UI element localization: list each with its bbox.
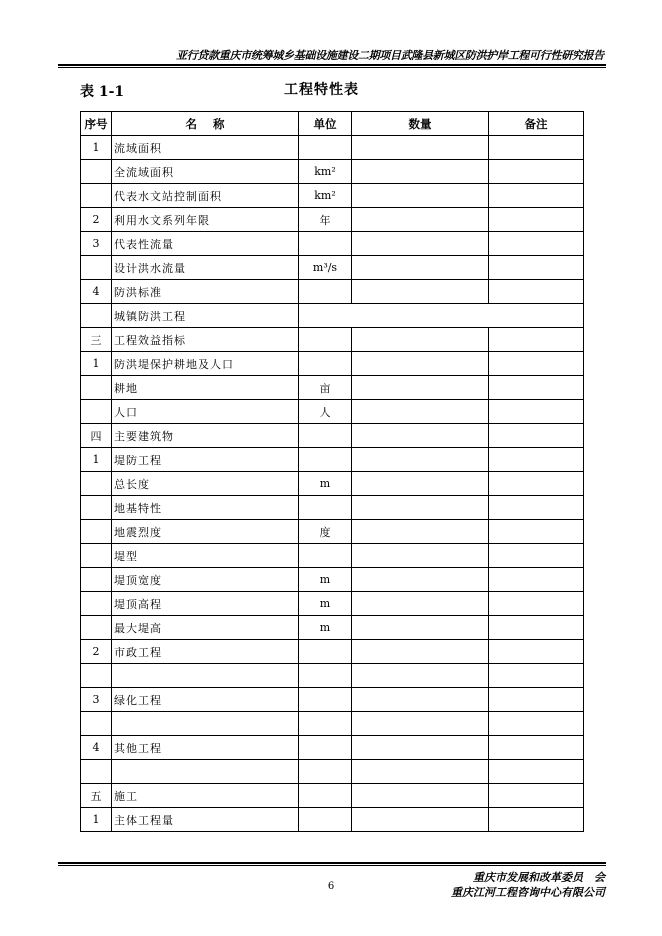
row-remark-cell (489, 448, 584, 472)
row-unit-cell: 度 (299, 520, 352, 544)
report-header-title: 亚行贷款重庆市统筹城乡基础设施建设二期项目武隆县新城区防洪护岸工程可行性研究报告 (176, 49, 604, 62)
row-unit-cell: m³/s (299, 256, 352, 280)
row-quantity-cell (352, 520, 489, 544)
row-name-cell: 市政工程 (112, 640, 299, 664)
column-header-remark: 备注 (489, 112, 584, 136)
row-name-cell: 堤型 (112, 544, 299, 568)
row-name-cell: 堤顶高程 (112, 592, 299, 616)
row-seq-cell: 2 (81, 640, 112, 664)
row-name-cell: 代表性流量 (112, 232, 299, 256)
row-quantity-cell (352, 616, 489, 640)
row-remark-cell (489, 208, 584, 232)
table-row (81, 496, 584, 520)
row-unit-cell (299, 760, 352, 784)
row-remark-cell (489, 136, 584, 160)
row-seq-cell (81, 160, 112, 184)
row-unit-cell (299, 352, 352, 376)
table-row (81, 520, 584, 544)
row-name-cell: 堤顶宽度 (112, 568, 299, 592)
row-seq-cell (81, 304, 112, 328)
row-name-cell: 设计洪水流量 (112, 256, 299, 280)
row-unit-cell (299, 136, 352, 160)
column-header-quantity: 数量 (352, 112, 489, 136)
row-seq-cell (81, 184, 112, 208)
row-remark-cell (489, 544, 584, 568)
row-quantity-cell (352, 184, 489, 208)
row-name-cell: 主体工程量 (112, 808, 299, 832)
row-unit-cell (299, 688, 352, 712)
row-quantity-cell (352, 256, 489, 280)
row-quantity-cell (352, 568, 489, 592)
row-unit-cell: m (299, 616, 352, 640)
row-seq-cell (81, 472, 112, 496)
row-seq-cell (81, 400, 112, 424)
row-seq-cell (81, 544, 112, 568)
table-row (81, 784, 584, 808)
column-header-name: 名 称 (112, 112, 299, 136)
row-name-cell: 施工 (112, 784, 299, 808)
row-quantity-cell (352, 544, 489, 568)
row-seq-cell (81, 568, 112, 592)
row-merged-cell (299, 304, 584, 328)
row-seq-cell (81, 376, 112, 400)
row-name-cell: 全流域面积 (112, 160, 299, 184)
row-unit-cell (299, 640, 352, 664)
row-name-cell: 城镇防洪工程 (112, 304, 299, 328)
row-name-cell: 耕地 (112, 376, 299, 400)
row-name-cell: 代表水文站控制面积 (112, 184, 299, 208)
row-unit-cell (299, 448, 352, 472)
row-name-cell: 工程效益指标 (112, 328, 299, 352)
row-unit-cell (299, 280, 352, 304)
row-seq-cell (81, 616, 112, 640)
row-remark-cell (489, 616, 584, 640)
table-row (81, 136, 584, 160)
row-unit-cell (299, 328, 352, 352)
row-seq-cell (81, 712, 112, 736)
row-quantity-cell (352, 136, 489, 160)
row-seq-cell: 2 (81, 208, 112, 232)
row-quantity-cell (352, 784, 489, 808)
row-name-cell: 地震烈度 (112, 520, 299, 544)
row-name-cell: 主要建筑物 (112, 424, 299, 448)
engineering-spec-table (80, 111, 584, 832)
table-row (81, 544, 584, 568)
row-remark-cell (489, 160, 584, 184)
row-unit-cell (299, 784, 352, 808)
row-remark-cell (489, 760, 584, 784)
row-unit-cell (299, 232, 352, 256)
table-row (81, 760, 584, 784)
row-seq-cell: 1 (81, 352, 112, 376)
row-quantity-cell (352, 208, 489, 232)
row-remark-cell (489, 640, 584, 664)
row-quantity-cell (352, 448, 489, 472)
row-quantity-cell (352, 640, 489, 664)
footer-rule-thin (58, 865, 606, 866)
row-name-cell: 人口 (112, 400, 299, 424)
row-name-cell: 地基特性 (112, 496, 299, 520)
row-remark-cell (489, 712, 584, 736)
row-remark-cell (489, 568, 584, 592)
table-title: 工程特性表 (284, 82, 359, 98)
row-name-cell (112, 760, 299, 784)
table-row (81, 400, 584, 424)
row-remark-cell (489, 520, 584, 544)
row-unit-cell (299, 808, 352, 832)
row-quantity-cell (352, 352, 489, 376)
row-quantity-cell (352, 496, 489, 520)
row-name-cell: 流域面积 (112, 136, 299, 160)
row-seq-cell: 三 (81, 328, 112, 352)
row-seq-cell (81, 664, 112, 688)
row-name-cell: 绿化工程 (112, 688, 299, 712)
row-remark-cell (489, 280, 584, 304)
row-remark-cell (489, 256, 584, 280)
row-quantity-cell (352, 424, 489, 448)
row-unit-cell (299, 496, 352, 520)
row-seq-cell: 1 (81, 448, 112, 472)
row-quantity-cell (352, 280, 489, 304)
table-row (81, 472, 584, 496)
row-quantity-cell (352, 472, 489, 496)
row-seq-cell: 4 (81, 736, 112, 760)
row-unit-cell: m (299, 592, 352, 616)
row-unit-cell: m (299, 472, 352, 496)
table-row (81, 208, 584, 232)
header-rule-thick (58, 64, 606, 66)
table-header-row (81, 112, 584, 136)
row-seq-cell (81, 760, 112, 784)
row-name-cell: 防洪堤保护耕地及人口 (112, 352, 299, 376)
row-remark-cell (489, 472, 584, 496)
row-quantity-cell (352, 664, 489, 688)
row-seq-cell: 3 (81, 232, 112, 256)
row-unit-cell (299, 664, 352, 688)
row-remark-cell (489, 352, 584, 376)
table-number: 表 1-1 (80, 84, 125, 100)
table-row (81, 808, 584, 832)
row-quantity-cell (352, 688, 489, 712)
row-remark-cell (489, 664, 584, 688)
row-name-cell (112, 712, 299, 736)
row-name-cell: 堤防工程 (112, 448, 299, 472)
row-remark-cell (489, 232, 584, 256)
row-quantity-cell (352, 160, 489, 184)
row-name-cell: 防洪标准 (112, 280, 299, 304)
row-unit-cell (299, 712, 352, 736)
table-row (81, 448, 584, 472)
row-remark-cell (489, 784, 584, 808)
row-remark-cell (489, 496, 584, 520)
row-remark-cell (489, 376, 584, 400)
row-quantity-cell (352, 736, 489, 760)
table-row (81, 352, 584, 376)
row-remark-cell (489, 424, 584, 448)
footer-org-line2: 重庆江河工程咨询中心有限公司 (451, 886, 605, 899)
row-unit-cell: m (299, 568, 352, 592)
row-seq-cell (81, 592, 112, 616)
row-quantity-cell (352, 232, 489, 256)
table-row (81, 304, 584, 328)
row-unit-cell: 人 (299, 400, 352, 424)
table-row (81, 160, 584, 184)
row-seq-cell: 五 (81, 784, 112, 808)
table-row (81, 592, 584, 616)
row-unit-cell (299, 544, 352, 568)
table-row (81, 736, 584, 760)
table-row (81, 616, 584, 640)
row-quantity-cell (352, 400, 489, 424)
row-remark-cell (489, 400, 584, 424)
row-seq-cell: 1 (81, 808, 112, 832)
row-quantity-cell (352, 760, 489, 784)
row-unit-cell (299, 424, 352, 448)
table-row (81, 256, 584, 280)
header-rule-thin (58, 67, 606, 68)
footer-rule-thick (58, 862, 606, 864)
row-seq-cell (81, 256, 112, 280)
column-header-seq: 序号 (81, 112, 112, 136)
row-quantity-cell (352, 328, 489, 352)
footer-org-line1: 重庆市发展和改革委员 会 (473, 871, 605, 884)
table-row (81, 712, 584, 736)
table-row (81, 184, 584, 208)
table-row (81, 664, 584, 688)
row-quantity-cell (352, 592, 489, 616)
row-unit-cell (299, 736, 352, 760)
table-row (81, 688, 584, 712)
row-remark-cell (489, 328, 584, 352)
row-name-cell: 其他工程 (112, 736, 299, 760)
row-seq-cell: 1 (81, 136, 112, 160)
row-seq-cell (81, 496, 112, 520)
table-row (81, 640, 584, 664)
table-row (81, 424, 584, 448)
page-number: 6 (327, 881, 335, 892)
row-remark-cell (489, 184, 584, 208)
row-seq-cell: 4 (81, 280, 112, 304)
row-unit-cell: km² (299, 160, 352, 184)
row-unit-cell: 亩 (299, 376, 352, 400)
row-remark-cell (489, 592, 584, 616)
column-header-unit: 单位 (299, 112, 352, 136)
row-remark-cell (489, 688, 584, 712)
table-row (81, 328, 584, 352)
row-unit-cell: 年 (299, 208, 352, 232)
row-name-cell: 总长度 (112, 472, 299, 496)
row-remark-cell (489, 808, 584, 832)
row-quantity-cell (352, 808, 489, 832)
row-remark-cell (489, 736, 584, 760)
row-name-cell: 最大堤高 (112, 616, 299, 640)
row-seq-cell: 3 (81, 688, 112, 712)
row-quantity-cell (352, 376, 489, 400)
row-seq-cell (81, 520, 112, 544)
row-quantity-cell (352, 712, 489, 736)
table-row (81, 232, 584, 256)
table-row (81, 280, 584, 304)
row-unit-cell: km² (299, 184, 352, 208)
table-row (81, 568, 584, 592)
table-row (81, 376, 584, 400)
row-seq-cell: 四 (81, 424, 112, 448)
row-name-cell: 利用水文系列年限 (112, 208, 299, 232)
row-name-cell (112, 664, 299, 688)
